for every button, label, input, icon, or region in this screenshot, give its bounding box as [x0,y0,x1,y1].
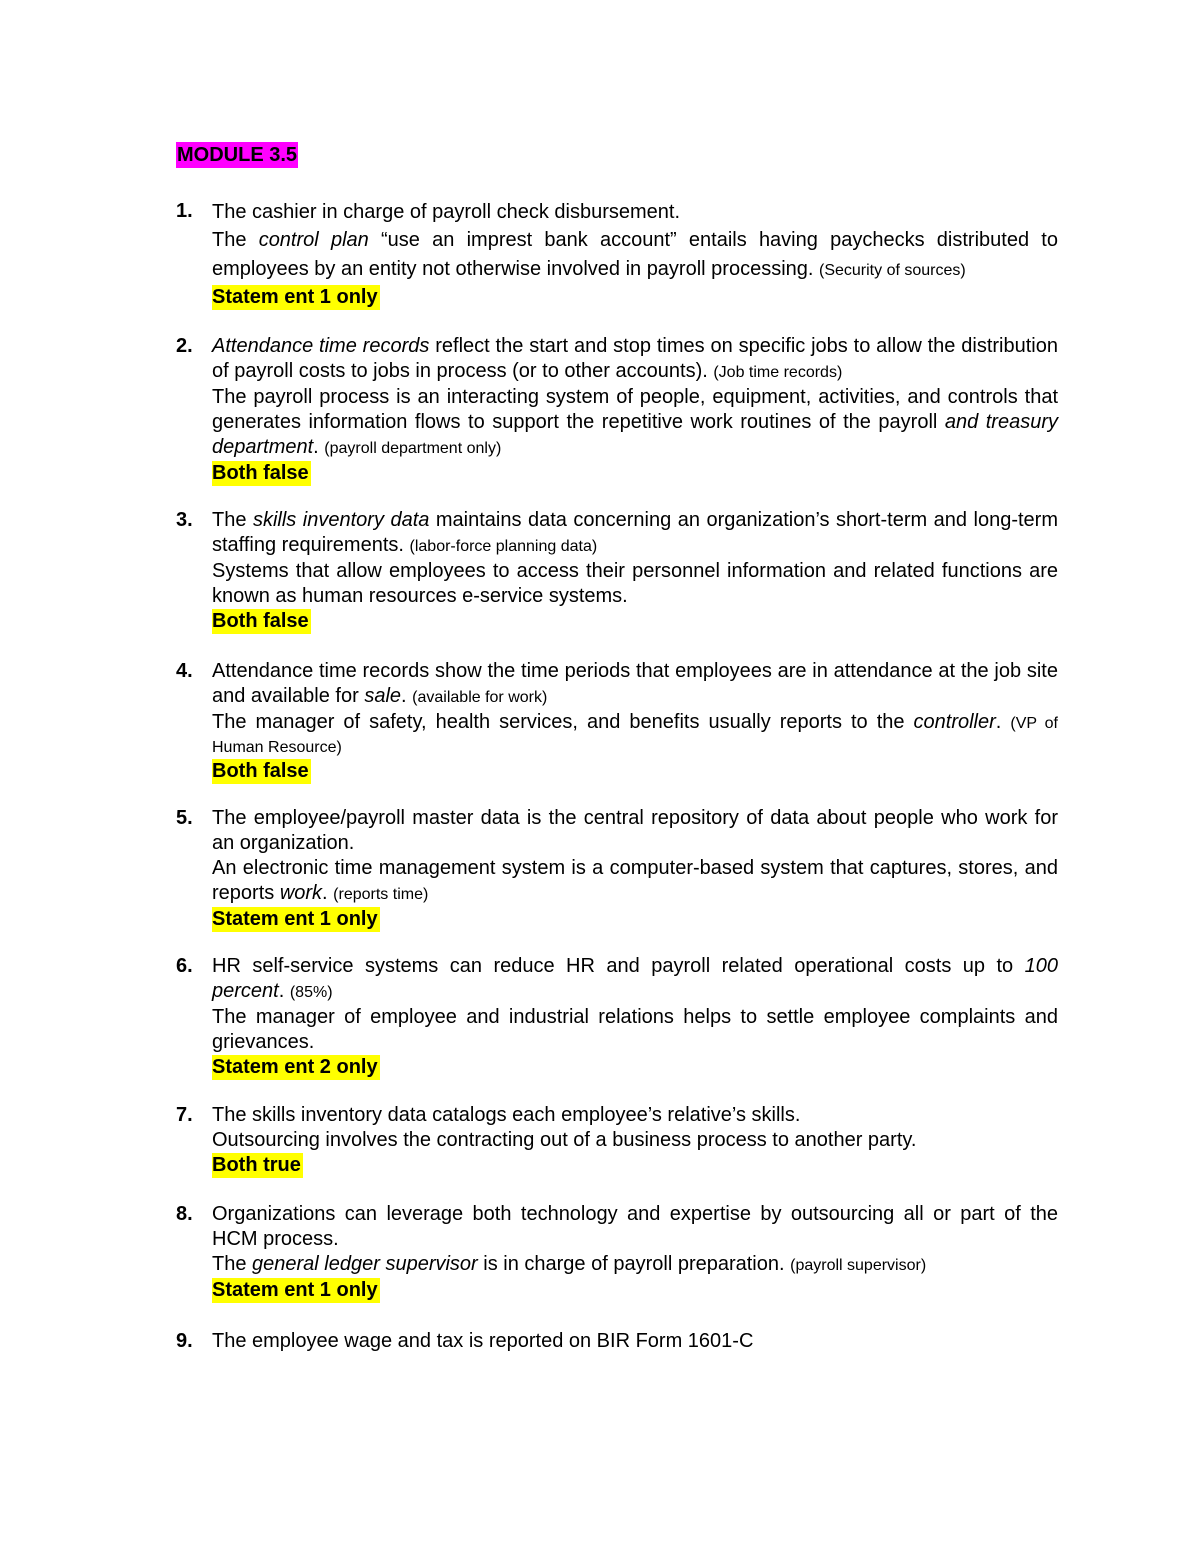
statement-2 [212,226,1058,285]
statement-2: Systems that allow employees to access their personnel information and related functions are known as human resources e-service systems. [212,560,1058,607]
question-number: 2. [176,335,193,357]
question-body [212,1329,1058,1354]
statement-text: is in charge of payroll preparation. [477,1253,791,1275]
statement-text: The [212,1253,253,1275]
statement-text: . [401,685,413,707]
statement-text: The manager of safety, health services, and benefits usually reports to the [212,711,914,733]
statement-text: The payroll process is an interacting system of people, equipment, activities, and controls that generates information flows to support the repetitive work routines of the payroll [212,386,1058,433]
answer-highlight: Both false [212,610,309,632]
answer-highlight: Statem ent 1 only [212,286,378,308]
statement-text: reflect the start and stop times on specific jobs to allow the distribution of payroll costs to jobs in process (or to other accounts). [212,335,1058,382]
statement-text: An electronic time management system is a computer-based system that captures, stores, and reports [212,857,1058,904]
question-8 [176,1202,1058,1303]
question-number: 6. [176,955,193,977]
correction-note: (payroll department only) [324,440,502,457]
answer-highlight: Both true [212,1154,301,1176]
statement-1 [212,508,1058,559]
question-4 [176,659,1058,784]
statement-text: . [995,711,1011,733]
statement-text: . [313,436,325,458]
statement-2 [212,856,1058,907]
question-number: 8. [176,1203,193,1225]
question-number: 5. [176,807,193,829]
question-number: 1. [176,200,193,222]
correction-note: (reports time) [333,886,429,903]
statement-1 [212,334,1058,385]
question-body [212,659,1058,784]
statement-emphasis: sale [364,685,402,707]
question-body [212,1103,1058,1178]
question-7 [176,1103,1058,1178]
statement-1: The employee/payroll master data is the central repository of data about people who work for an organization. [212,807,1058,854]
question-number: 4. [176,660,193,682]
statement-text: The [212,509,253,531]
question-body [212,806,1058,932]
module-title: MODULE 3.5 [177,144,298,166]
statement-text: Attendance time records show the time periods that employees are in attendance at the job site and available for [212,660,1058,707]
question-3 [176,508,1058,634]
question-number: 9. [176,1330,193,1352]
statement-2: Outsourcing involves the contracting out of a business process to another party. [212,1129,917,1151]
answer-highlight: Statem ent 2 only [212,1056,378,1078]
statement-text: The [212,229,259,251]
correction-note: (payroll supervisor) [790,1257,927,1274]
question-body [212,954,1058,1080]
statement-emphasis: Attendance time records [212,335,430,357]
question-body [212,1202,1058,1303]
statement-text: . [278,980,290,1002]
statement-emphasis: and treasury department [212,411,1058,458]
statement-2: The manager of employee and industrial relations helps to settle employee complaints and grievances. [212,1006,1058,1053]
answer-highlight: Statem ent 1 only [212,1279,378,1301]
statement-text: . [322,882,334,904]
statement-1 [212,954,1058,1005]
question-1 [176,199,1058,310]
correction-note: (Job time records) [713,364,843,381]
answer-highlight: Both false [212,462,309,484]
statement-2 [212,1252,1058,1278]
statement-emphasis: skills inventory data [252,509,430,531]
statement-text: maintains data concerning an organization’s short-term and long-term staffing requirements. [212,509,1058,556]
question-number: 3. [176,509,193,531]
correction-note: (Security of sources) [819,262,966,279]
statement-1 [212,659,1058,710]
correction-note: (available for work) [412,689,548,706]
statement-emphasis: general ledger supervisor [252,1253,478,1275]
statement-emphasis: work [279,882,323,904]
question-6 [176,954,1058,1080]
question-number: 7. [176,1104,193,1126]
statement-emphasis: 100 percent [212,955,1058,1002]
statement-1: The skills inventory data catalogs each employee’s relative’s skills. [212,1104,801,1126]
answer-highlight: Statem ent 1 only [212,908,378,930]
correction-note: (labor-force planning data) [409,538,598,555]
correction-note: (VP of Human Resource) [212,715,1058,756]
statement-2 [212,710,1058,759]
statement-text: “use an imprest bank account” entails having paychecks distributed to employees by an entity not otherwise involved in payroll processing. [212,229,1058,280]
statement-1: The cashier in charge of payroll check disbursement. [212,201,681,223]
statement-emphasis: controller [913,711,996,733]
question-body [212,199,1058,310]
correction-note: (85%) [289,984,333,1001]
question-2 [176,334,1058,486]
answer-highlight: Both false [212,760,309,782]
statement-emphasis: control plan [258,229,369,251]
statement-1: Organizations can leverage both technology and expertise by outsourcing all or part of the HCM process. [212,1203,1058,1250]
question-body [212,508,1058,634]
question-body [212,334,1058,486]
question-9 [176,1329,1058,1354]
statement-2 [212,385,1058,461]
statement-1: The employee wage and tax is reported on BIR Form 1601-C [212,1330,754,1352]
statement-text: HR self-service systems can reduce HR and payroll related operational costs up to [212,955,1025,977]
question-5 [176,806,1058,932]
